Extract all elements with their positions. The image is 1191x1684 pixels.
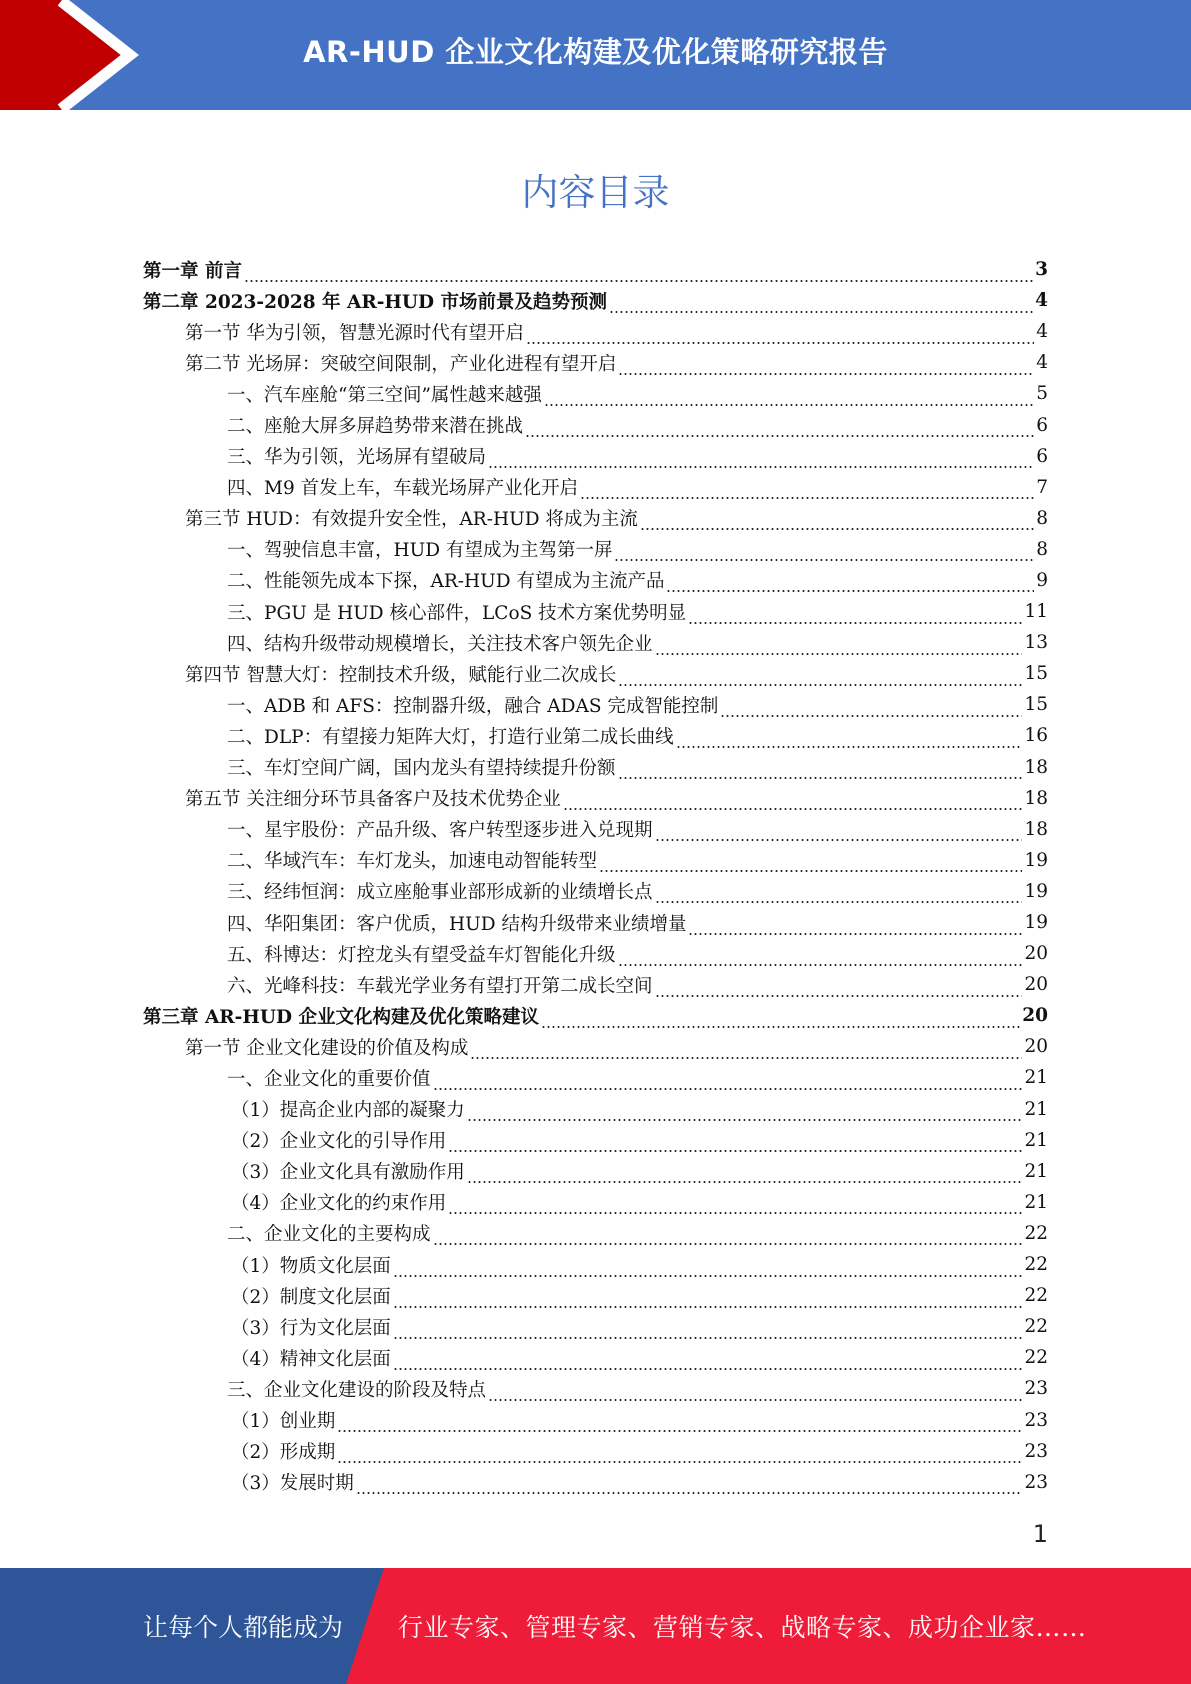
- toc-entry-title: 一、企业文化的重要价值: [227, 1068, 431, 1090]
- toc-dot-leader: [541, 1011, 1020, 1029]
- toc-dot-leader: [618, 949, 1023, 967]
- toc-entry-title: 二、座舱大屏多屏趋势带来潜在挑战: [227, 416, 524, 438]
- toc-entry-title: （2）形成期: [231, 1442, 336, 1464]
- toc-entry-page: 19: [1024, 912, 1048, 934]
- toc-dot-leader: [655, 980, 1023, 998]
- toc-dot-leader: [655, 886, 1023, 904]
- toc-dot-leader: [337, 1415, 1022, 1433]
- toc-entry[interactable]: [143, 503, 1048, 534]
- toc-dot-leader: [580, 482, 1034, 500]
- toc-entry-title: 三、PGU 是 HUD 核心部件，LCoS 技术方案优势明显: [227, 602, 687, 624]
- toc-entry-title: 五、科博达：灯控龙头有望受益车灯智能化升级: [227, 944, 616, 966]
- toc-entry-title: （1）提高企业内部的凝聚力: [231, 1100, 465, 1122]
- toc-entry[interactable]: [143, 876, 1048, 907]
- toc-entry-title: （3）发展时期: [231, 1473, 354, 1495]
- toc-entry-title: （2）制度文化层面: [231, 1286, 391, 1308]
- header-banner: [0, 0, 1191, 110]
- toc-dot-leader: [393, 1353, 1023, 1371]
- toc-entry-page: 13: [1024, 632, 1048, 654]
- toc-entry-title: 第二节 光场屏：突破空间限制，产业化进程有望开启: [185, 353, 617, 375]
- toc-heading: 内容目录: [521, 171, 670, 214]
- toc-dot-leader: [614, 544, 1034, 562]
- toc-entry[interactable]: [143, 254, 1048, 285]
- toc-entry-page: 15: [1024, 694, 1048, 716]
- toc-entry-page: 5: [1036, 383, 1048, 405]
- toc-entry-page: 7: [1036, 476, 1048, 498]
- toc-dot-leader: [433, 1073, 1023, 1091]
- table-of-contents: [143, 254, 1048, 1498]
- toc-entry[interactable]: [143, 1187, 1048, 1218]
- toc-entry-title: （3）企业文化具有激励作用: [231, 1162, 465, 1184]
- toc-dot-leader: [688, 607, 1022, 625]
- footer-banner: [0, 1568, 1191, 1684]
- toc-dot-leader: [448, 1197, 1022, 1215]
- toc-entry[interactable]: [143, 1467, 1048, 1498]
- toc-entry-page: 22: [1024, 1347, 1048, 1369]
- toc-dot-leader: [433, 1228, 1023, 1246]
- toc-dot-leader: [720, 700, 1022, 718]
- toc-dot-leader: [393, 1322, 1023, 1340]
- toc-entry[interactable]: [143, 720, 1048, 751]
- toc-dot-leader: [467, 1104, 1023, 1122]
- toc-entry-page: 22: [1024, 1316, 1048, 1338]
- toc-entry[interactable]: [143, 627, 1048, 658]
- toc-entry-title: 第二章 2023-2028 年 AR-HUD 市场前景及趋势预测: [143, 291, 607, 313]
- toc-entry-page: 19: [1024, 880, 1048, 902]
- toc-entry-title: 第一章 前言: [143, 260, 242, 282]
- toc-entry-title: 四、M9 首发上车，车载光场屏产业化开启: [227, 478, 579, 500]
- toc-dot-leader: [618, 358, 1034, 376]
- toc-entry[interactable]: [143, 316, 1048, 347]
- toc-dot-leader: [244, 265, 1033, 283]
- toc-entry-page: 16: [1024, 725, 1048, 747]
- toc-entry-title: 第四节 智慧大灯：控制技术升级，赋能行业二次成长: [185, 664, 617, 686]
- toc-entry-title: 第一节 企业文化建设的价值及构成: [185, 1037, 469, 1059]
- toc-entry-page: 21: [1024, 1067, 1048, 1089]
- toc-entry-page: 20: [1024, 974, 1048, 996]
- toc-entry-page: 21: [1024, 1129, 1048, 1151]
- toc-dot-leader: [655, 824, 1023, 842]
- toc-entry[interactable]: [143, 1280, 1048, 1311]
- toc-entry-title: 六、光峰科技：车载光学业务有望打开第二成长空间: [227, 975, 653, 997]
- toc-entry-page: 9: [1036, 569, 1048, 591]
- toc-entry[interactable]: [143, 596, 1048, 627]
- toc-entry-page: 3: [1035, 259, 1048, 281]
- toc-dot-leader: [525, 420, 1034, 438]
- toc-entry[interactable]: [143, 1218, 1048, 1249]
- toc-entry[interactable]: [143, 907, 1048, 938]
- toc-entry-title: 一、汽车座舱“第三空间”属性越来越强: [227, 384, 542, 406]
- toc-entry[interactable]: [143, 534, 1048, 565]
- toc-entry-title: 一、驾驶信息丰富，HUD 有望成为主驾第一屏: [227, 540, 613, 562]
- toc-entry[interactable]: [143, 347, 1048, 378]
- toc-entry-title: 四、华阳集团：客户优质，HUD 结构升级带来业绩增量: [227, 913, 687, 935]
- toc-entry[interactable]: [143, 565, 1048, 596]
- toc-entry-page: 21: [1024, 1191, 1048, 1213]
- footer-slogan-left: 让每个人都能成为: [143, 1613, 344, 1642]
- toc-dot-leader: [655, 638, 1023, 656]
- toc-entry-page: 11: [1024, 601, 1048, 623]
- toc-dot-leader: [618, 669, 1022, 687]
- toc-entry[interactable]: [143, 814, 1048, 845]
- toc-entry-page: 22: [1024, 1254, 1048, 1276]
- toc-entry-page: 23: [1024, 1440, 1048, 1462]
- toc-dot-leader: [609, 296, 1033, 314]
- toc-entry-title: 四、结构升级带动规模增长，关注技术客户领先企业: [227, 633, 653, 655]
- toc-entry-title: 第一节 华为引领，智慧光源时代有望开启: [185, 322, 524, 344]
- page-number: 1: [1032, 1520, 1048, 1548]
- toc-entry-page: 18: [1024, 818, 1048, 840]
- toc-entry-title: 二、华域汽车：车灯龙头，加速电动智能转型: [227, 851, 598, 873]
- toc-entry-title: （1）创业期: [231, 1411, 336, 1433]
- toc-entry-title: （3）行为文化层面: [231, 1317, 391, 1339]
- toc-dot-leader: [688, 918, 1022, 936]
- toc-entry[interactable]: [143, 969, 1048, 1000]
- toc-entry[interactable]: [143, 658, 1048, 689]
- toc-entry-page: 19: [1024, 849, 1048, 871]
- toc-entry-title: 第三节 HUD：有效提升安全性，AR-HUD 将成为主流: [185, 509, 638, 531]
- toc-entry-title: 三、经纬恒润：成立座舱事业部形成新的业绩增长点: [227, 882, 653, 904]
- toc-entry-title: （1）物质文化层面: [231, 1255, 391, 1277]
- toc-entry-title: 三、车灯空间广阔，国内龙头有望持续提升份额: [227, 758, 616, 780]
- toc-entry[interactable]: [143, 285, 1048, 316]
- toc-entry[interactable]: [143, 1342, 1048, 1373]
- toc-dot-leader: [467, 1166, 1023, 1184]
- toc-entry[interactable]: [143, 1311, 1048, 1342]
- toc-entry-page: 18: [1024, 787, 1048, 809]
- toc-dot-leader: [488, 1384, 1022, 1402]
- toc-entry-title: 一、ADB 和 AFS：控制器升级，融合 ADAS 完成智能控制: [227, 695, 719, 717]
- toc-entry-title: 第三章 AR-HUD 企业文化构建及优化策略建议: [143, 1006, 539, 1028]
- toc-entry-page: 18: [1024, 756, 1048, 778]
- toc-entry[interactable]: [143, 1062, 1048, 1093]
- footer-slogan-right: 行业专家、管理专家、营销专家、战略专家、成功企业家……: [398, 1613, 1087, 1642]
- toc-entry[interactable]: [143, 1249, 1048, 1280]
- toc-entry-title: 第五节 关注细分环节具备客户及技术优势企业: [185, 789, 561, 811]
- report-title: AR-HUD 企业文化构建及优化策略研究报告: [303, 34, 888, 69]
- toc-entry[interactable]: [143, 1373, 1048, 1404]
- toc-dot-leader: [488, 451, 1034, 469]
- toc-entry[interactable]: [143, 1436, 1048, 1467]
- toc-entry-page: 4: [1036, 352, 1048, 374]
- toc-entry-title: （2）企业文化的引导作用: [231, 1131, 447, 1153]
- toc-entry-title: （4）企业文化的约束作用: [231, 1193, 447, 1215]
- toc-dot-leader: [666, 575, 1034, 593]
- toc-dot-leader: [393, 1291, 1023, 1309]
- toc-entry[interactable]: [143, 689, 1048, 720]
- toc-entry-page: 4: [1035, 290, 1048, 312]
- toc-entry[interactable]: [143, 845, 1048, 876]
- toc-entry-page: 6: [1036, 445, 1048, 467]
- toc-entry-title: （4）精神文化层面: [231, 1348, 391, 1370]
- toc-entry-page: 21: [1024, 1160, 1048, 1182]
- toc-dot-leader: [337, 1446, 1022, 1464]
- toc-entry-title: 一、星宇股份：产品升级、客户转型逐步进入兑现期: [227, 820, 653, 842]
- toc-entry[interactable]: [143, 1000, 1048, 1031]
- toc-entry[interactable]: [143, 1404, 1048, 1435]
- toc-entry-title: 二、性能领先成本下探，AR-HUD 有望成为主流产品: [227, 571, 665, 593]
- toc-entry-page: 21: [1024, 1098, 1048, 1120]
- toc-dot-leader: [676, 731, 1023, 749]
- toc-entry[interactable]: [143, 752, 1048, 783]
- toc-entry-page: 20: [1022, 1005, 1048, 1027]
- toc-entry[interactable]: [143, 1156, 1048, 1187]
- toc-entry-page: 20: [1024, 1036, 1048, 1058]
- toc-entry-page: 8: [1036, 538, 1048, 560]
- toc-dot-leader: [356, 1477, 1023, 1495]
- toc-entry-title: 三、华为引领，光场屏有望破局: [227, 447, 487, 469]
- toc-entry[interactable]: [143, 1094, 1048, 1125]
- toc-entry[interactable]: [143, 1125, 1048, 1156]
- toc-entry-page: 23: [1024, 1409, 1048, 1431]
- toc-dot-leader: [526, 327, 1034, 345]
- toc-entry[interactable]: [143, 938, 1048, 969]
- toc-entry-page: 20: [1024, 943, 1048, 965]
- toc-entry[interactable]: [143, 409, 1048, 440]
- toc-entry-page: 23: [1024, 1378, 1048, 1400]
- toc-entry[interactable]: [143, 1031, 1048, 1062]
- toc-entry[interactable]: [143, 783, 1048, 814]
- toc-dot-leader: [470, 1042, 1022, 1060]
- toc-dot-leader: [640, 513, 1034, 531]
- toc-entry-page: 8: [1036, 507, 1048, 529]
- toc-entry[interactable]: [143, 472, 1048, 503]
- toc-entry-page: 22: [1024, 1285, 1048, 1307]
- toc-dot-leader: [544, 389, 1034, 407]
- toc-entry-page: 23: [1024, 1471, 1048, 1493]
- toc-entry-title: 二、企业文化的主要构成: [227, 1224, 431, 1246]
- toc-entry[interactable]: [143, 378, 1048, 409]
- toc-entry-title: 三、企业文化建设的阶段及特点: [227, 1379, 487, 1401]
- toc-dot-leader: [393, 1260, 1023, 1278]
- toc-entry-page: 6: [1036, 414, 1048, 436]
- toc-entry-page: 22: [1024, 1222, 1048, 1244]
- toc-entry[interactable]: [143, 441, 1048, 472]
- toc-entry-page: 15: [1024, 663, 1048, 685]
- toc-dot-leader: [618, 762, 1023, 780]
- toc-entry-page: 4: [1036, 321, 1048, 343]
- toc-dot-leader: [599, 855, 1022, 873]
- toc-dot-leader: [448, 1135, 1022, 1153]
- toc-dot-leader: [563, 793, 1023, 811]
- toc-entry-title: 二、DLP：有望接力矩阵大灯，打造行业第二成长曲线: [227, 726, 674, 748]
